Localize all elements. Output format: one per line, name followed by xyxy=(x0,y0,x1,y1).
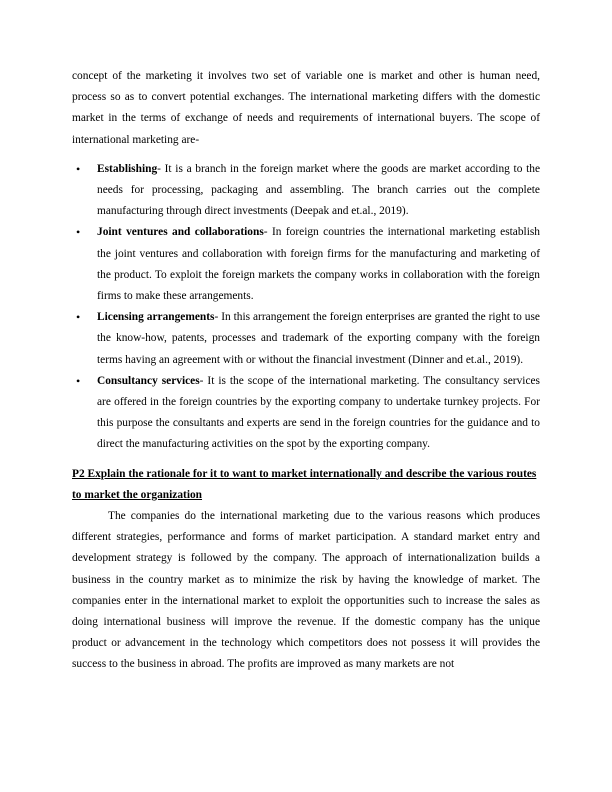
bullet-icon: • xyxy=(76,310,81,325)
section-heading-p2: P2 Explain the rationale for it to want to market internationally and describe the various routes to market the organization xyxy=(72,467,537,501)
bullet-term: Licensing arrangements xyxy=(97,311,215,324)
bullet-item-establishing xyxy=(72,159,540,223)
scope-bullet-list xyxy=(72,159,540,456)
bullet-icon: • xyxy=(76,373,81,388)
bullet-term: Joint ventures and collaborations xyxy=(97,226,264,239)
bullet-icon: • xyxy=(76,161,81,176)
bullet-term: Consultancy services xyxy=(97,374,200,387)
bullet-item-consultancy xyxy=(72,371,540,456)
body-paragraph: The companies do the international marketing due to the various reasons which produces different strategies, performance and forms of market participation. A standard market entry and development strategy is followed by the company. The approach of internationalization builds a business in the country market as to minimize the risk by having the knowledge of market. The companies enter in the international market to exploit the opportunities such to increase the sales as doing international business will improve the revenue. If the domestic company has the unique product or advancement in the technology which competitors does not possess it will provides the success to the business in abroad. The profits are improved as many markets are not xyxy=(72,510,540,671)
bullet-text: - It is a branch in the foreign market where the goods are market according to the needs for processing, packaging and assembling. The branch carries out the complete manufacturing through direct investments (Deepak and et.al., 2019). xyxy=(97,162,540,218)
bullet-item-joint-ventures xyxy=(72,222,540,307)
bullet-text: - It is the scope of the international marketing. The consultancy services are offered in the foreign countries by the exporting company to undertake turnkey projects. For this purpose the consultants and experts are send in the foreign countries for the guidance and to direct the manufacturing activities on the spot by the exporting company. xyxy=(97,374,540,451)
document-page xyxy=(72,66,540,676)
bullet-text: - In foreign countries the international marketing establish the joint ventures and collaboration with foreign firms for the manufacturing and marketing of the product. To exploit the foreign markets the company works in collaboration with the foreign firms to make these arrangements. xyxy=(97,226,541,303)
bullet-term: Establishing xyxy=(97,162,158,175)
bullet-icon: • xyxy=(76,225,81,240)
bullet-item-licensing xyxy=(72,307,540,371)
intro-paragraph: concept of the marketing it involves two set of variable one is market and other is human need, process so as to convert potential exchanges. The international marketing differs with the domestic market in the terms of exchange of needs and requirements of international buyers. The scope of international marketing are- xyxy=(72,70,540,146)
bullet-text: - In this arrangement the foreign enterprises are granted the right to use the know-how, patents, processes and trademark of the exporting company with the foreign terms having an agreement with or without the financial investment (Dinner and et.al., 2019). xyxy=(97,311,540,366)
